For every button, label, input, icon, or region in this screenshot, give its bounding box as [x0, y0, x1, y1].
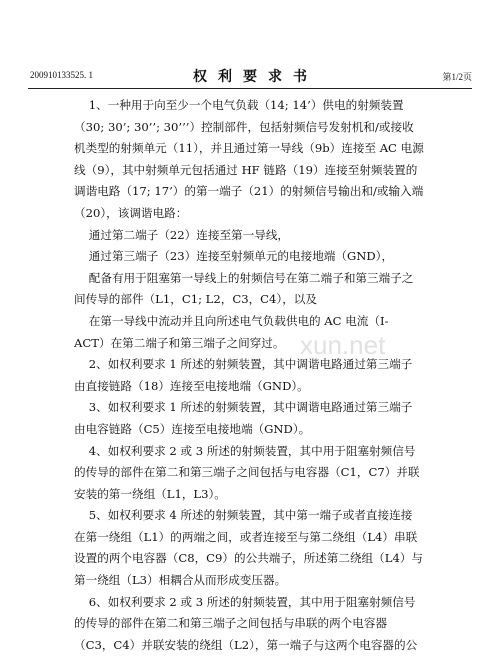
claim-text-line: 4、如权利要求 2 或 3 所述的射频装置，其中用于阻塞射频信号 [74, 443, 416, 458]
claim-text-line: 1、一种用于向至少一个电气负载（14; 14’）供电的射频装置 [74, 98, 404, 112]
claim-text-line: 的传导的部件在第二和第三端子之间包括与电容器（C1，C7）并联 [74, 465, 420, 480]
claim-text-line: 的传导的部件在第二和第三端子之间包括与串联的两个电容器 [74, 616, 388, 631]
claim-text-line: 6、如权利要求 2 或 3 所述的射频装置，其中用于阻塞射频信号 [74, 594, 416, 609]
page-title: 权利要求书 [193, 69, 318, 85]
claim-text-line: 在第一绕组（L1）的两端之间，或者连接至与第二绕组（L4）串联 [74, 529, 418, 544]
page-header [28, 66, 472, 86]
claim-text-line: 5、如权利要求 4 所述的射频装置，其中第一端子或者直接连接 [74, 508, 413, 523]
claim-text-line: 调谐电路（17; 17’）的第一端子（21）的射频信号输出和/或输入端 [74, 184, 424, 199]
claim-text-line: 线（9），其中射频单元包括通过 HF 链路（19）连接至射频装置的 [74, 162, 418, 177]
claim-text-line: 3、如权利要求 1 所述的射频装置，其中调谐电路通过第三端子 [74, 400, 413, 415]
claim-text-line: 第一绕组（L3）相耦合从而形成变压器。 [74, 573, 287, 588]
claims-body [74, 95, 440, 656]
claim-text-line: 在第一导线中流动并且向所述电气负载供电的 AC 电流（I- [74, 313, 389, 328]
claim-text-line: 机类型的射频单元（11），并且通过第一导线（9b）连接至 AC 电源 [74, 141, 424, 156]
claim-text-line: 安装的第一绕组（L1，L3）。 [74, 486, 226, 501]
header-rule [28, 88, 472, 89]
claim-text-line: 由直接链路（18）连接至电接地端（GND）。 [74, 378, 309, 393]
claim-text-line: 配备有用于阻塞第一导线上的射频信号在第二端子和第三端子之 [74, 270, 414, 285]
page-number: 第1/2页 [442, 72, 472, 82]
claim-text-line: 通过第二端子（22）连接至第一导线， [74, 227, 290, 242]
claim-text-line: （C3，C4）并联安装的绕组（L2），第一端子与这两个电容器的公 [74, 637, 418, 652]
claim-text-line: 2、如权利要求 1 所述的射频装置，其中调谐电路通过第三端子 [74, 357, 413, 372]
claim-text-line: （20），该调谐电路： [74, 205, 188, 220]
claim-text-line: 设置的两个电容器（C8，C9）的公共端子，所述第二绕组（L4）与 [74, 551, 424, 566]
claim-text-line: ACT）在第二端子和第三端子之间穿过。 [74, 335, 285, 350]
claim-text-line: 间传导的部件（L1，C1; L2，C3，C4），以及 [74, 292, 317, 307]
claim-text-line: （30; 30’; 30’’; 30’’’）控制部件，包括射频信号发射机和/或接收 [74, 119, 414, 134]
document-number: 200910133525. 1 [30, 70, 93, 80]
claim-text-line: 由电容链路（C5）连接至电接地端（GND）。 [74, 421, 311, 436]
claim-text-line: 通过第三端子（23）连接至射频单元的电接地端（GND）， [74, 249, 394, 264]
watermark: xun.net [300, 330, 386, 360]
